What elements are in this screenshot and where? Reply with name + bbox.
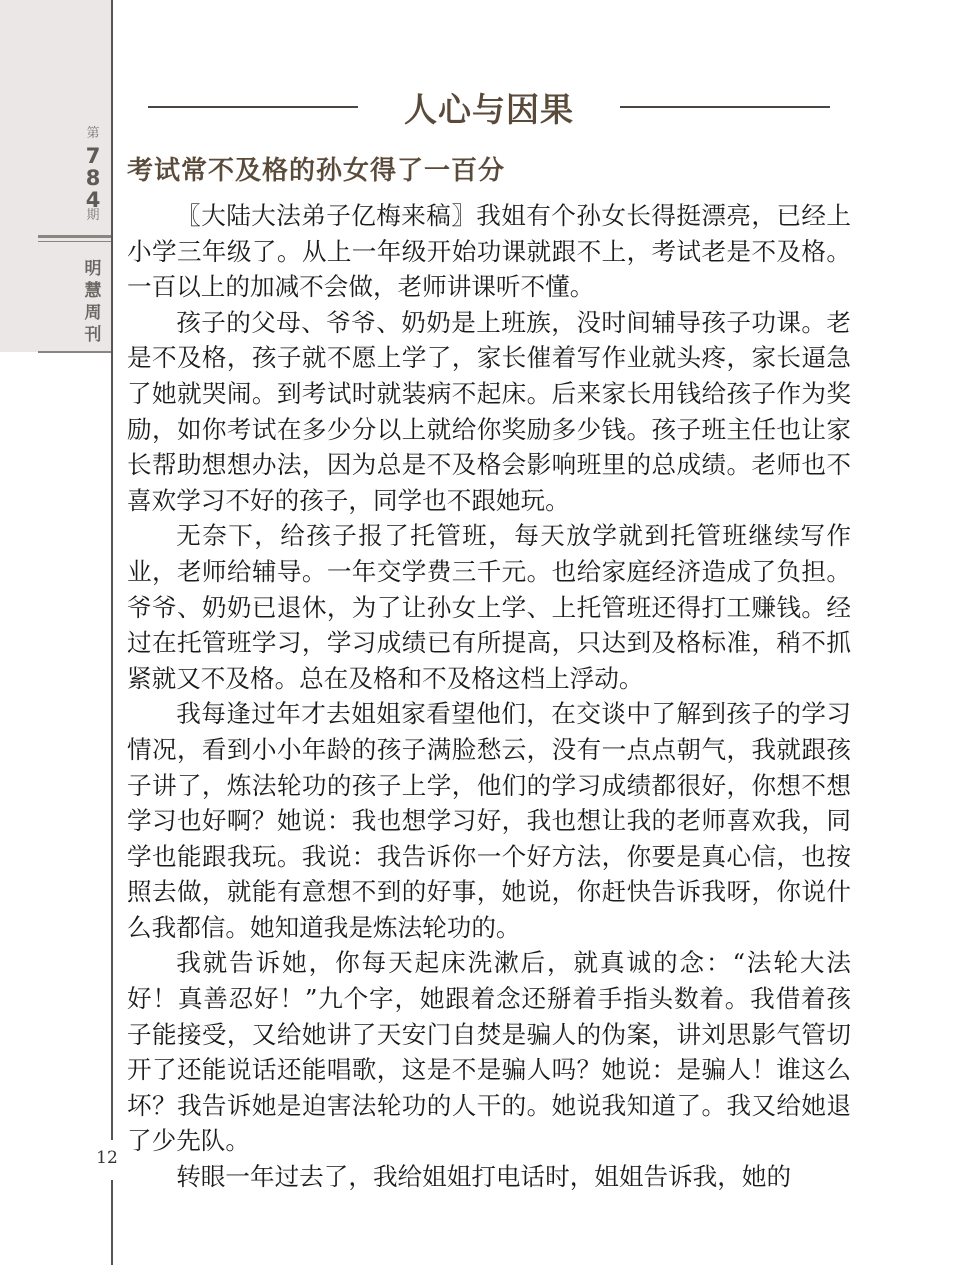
paragraph: 〖大陆大法弟子亿梅来稿〗我姐有个孙女长得挺漂亮，已经上小学三年级了。从上一年级开始功课就跟不上，考试老是不及格。一百以上的加减不会做，老师讲课听不懂。 bbox=[127, 201, 851, 302]
issue-suffix: 期 bbox=[86, 208, 100, 223]
paragraph: 孩子的父母、爷爷、奶奶是上班族，没时间辅导孩子功课。老是不及格，孩子就不愿上学了，家长催着写作业就头疼，家长逼急了她就哭闹。到考试时就装病不起床。后来家长用钱给孩子作为奖励，如你考试在多少分以上就给你奖励多少钱。孩子班主任也让家长帮助想想办法，因为总是不及格会影响班里的总成绩。老师也不喜欢学习不好的孩子，同学也不跟她玩。 bbox=[127, 307, 851, 515]
paragraph: 无奈下，给孩子报了托管班，每天放学就到托管班继续写作业，老师给辅导。一年交学费三千元。也给家庭经济造成了负担。爷爷、奶奶已退休，为了让孙女上学、上托管班还得打工赚钱。经过在托管班学习，学习成绩已有所提高，只达到及格标准，稍不抓紧就又不及格。总在及格和不及格这档上浮动。 bbox=[127, 521, 851, 693]
paragraph: 转眼一年过去了，我给姐姐打电话时，姐姐告诉我，她的 bbox=[176, 1162, 792, 1192]
header-rule-right bbox=[620, 106, 830, 108]
page-number: 12 bbox=[96, 1148, 118, 1168]
section-header bbox=[148, 84, 830, 130]
article-body bbox=[127, 198, 851, 1195]
header-rule-left bbox=[148, 106, 358, 108]
section-title: 人心与因果 bbox=[404, 89, 574, 129]
sidebar-divider bbox=[38, 241, 112, 242]
page-margin-rule bbox=[111, 0, 113, 1265]
paragraph: 我每逢过年才去姐姐家看望他们，在交谈中了解到孩子的学习情况，看到小小年龄的孩子满脸愁云，没有一点点朝气，我就跟孩子讲了，炼法轮功的孩子上学，他们的学习成绩都很好，你想不想学习也好啊？她说：我也想学习好，我也想让我的老师喜欢我，同学也能跟我玩。我说：我告诉你一个好方法，你要是真心信，也按照去做，就能有意想不到的好事，她说，你赶快告诉我呀，你说什么我都信。她知道我是炼法轮功的。 bbox=[127, 699, 851, 942]
sidebar-divider bbox=[38, 235, 112, 238]
article-title: 考试常不及格的孙女得了一百分 bbox=[127, 156, 506, 186]
issue-prefix: 第 bbox=[86, 126, 100, 141]
publication-name: 明慧周刊 bbox=[84, 259, 102, 345]
issue-number: 784 bbox=[85, 144, 101, 212]
sidebar-divider bbox=[38, 351, 112, 353]
paragraph: 我就告诉她，你每天起床洗漱后，就真诚的念：“法轮大法好！真善忍好！”九个字，她跟着念还掰着手指头数着。我借着孩子能接受，又给她讲了天安门自焚是骗人的伪案，讲刘思影气管切开了还能说话还能唱歌，这是不是骗人吗？她说：是骗人！谁这么坏？我告诉她是迫害法轮功的人干的。她说我知道了。我又给她退了少先队。 bbox=[127, 948, 851, 1156]
